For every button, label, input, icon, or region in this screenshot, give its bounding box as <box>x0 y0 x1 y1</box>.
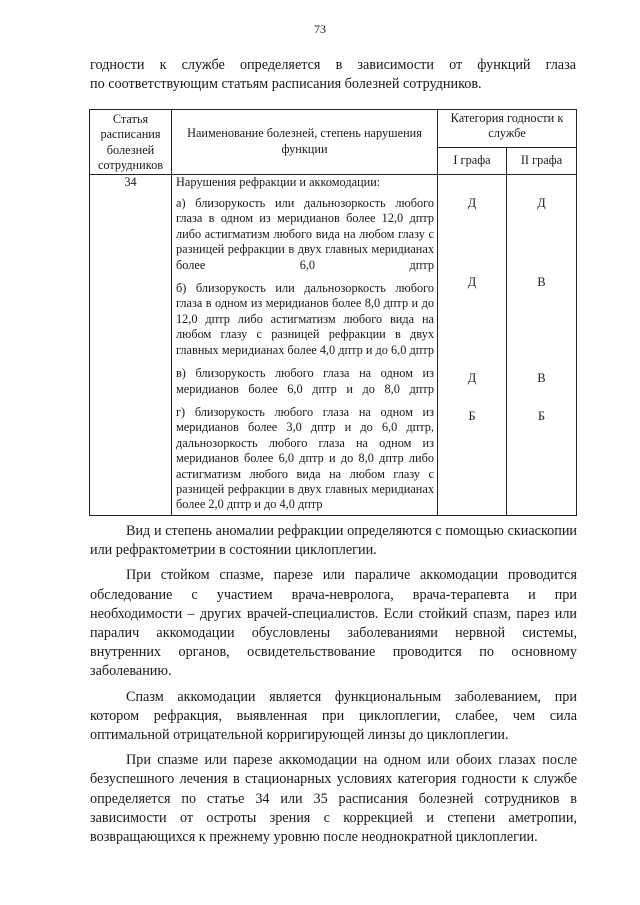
paragraph: Спазм аккомодации является функциональным заболеванием, при котором рефракция, выявленная при циклоплегии, слабее, чем сила оптимальной отрицательной корригирующей линзы до циклоплегии. <box>90 688 577 744</box>
grade-d-graph-2: Б <box>537 408 546 423</box>
grade-a-graph-1: Д <box>467 195 477 210</box>
page-number: 73 <box>314 22 326 36</box>
item-a: а) близорукость или дальнозоркость любого глаза в одном из меридианов более 12,0 дптр либо астигматизм любого вида на любом глазу с разницей рефракции в двух главных меридианах более 6,0 дптр <box>176 196 434 272</box>
item-c: в) близорукость любого глаза на одном из меридианов более 6,0 дптр и до 8,0 дптр <box>176 366 434 396</box>
disease-description <box>172 174 438 515</box>
row-intro: Нарушения рефракции и аккомодации: <box>176 174 381 189</box>
intro-line: годности к службе определяется в зависимости от функций глаза <box>90 57 576 73</box>
intro-line: по соответствующим статьям расписания болезней сотрудников. <box>90 76 482 92</box>
grade-d-graph-1: Б <box>468 408 476 423</box>
disease-schedule-table <box>89 109 577 516</box>
intro-paragraph <box>90 56 576 94</box>
header-disease-name-text: Наименование болезней, степень нарушения функции <box>187 126 422 156</box>
item-b: б) близорукость или дальнозоркость любого глаза в одном из меридианов более 8,0 дптр и до 12,0 дптр либо астигматизм любого вида на любом глазу с разницей рефракции в двух главных меридианах более 4,0 дптр и до 6,0 дптр <box>176 281 434 357</box>
grade-b-graph-2: В <box>537 274 546 289</box>
paragraph: При спазме или парезе аккомодации на одном или обоих глазах после безуспешного лечения в стационарных условиях категория годности к службе определяется по статье 34 или 35 расписания болезней сотрудников в зависимости от остроты зрения с коррекцией и степени аметропии, возвращающихся к прежнему уровню после неоднократной циклоплегии. <box>90 752 577 846</box>
grade-a-graph-2: Д <box>537 195 546 210</box>
article-number: 34 <box>90 174 172 515</box>
grade-b-graph-1: Д <box>467 274 477 289</box>
header-article: Статья расписания болезней сотрудников <box>90 110 172 175</box>
item-d: г) близорукость любого глаза на одном из меридианов более 3,0 дптр и до 6,0 дптр, дальнозоркость любого глаза на одном из меридианов более 6,0 дптр и до 8,0 дптр либо астигматизм любого вида на любом глазу с разницей рефракции в двух главных меридианах более 2,0 дптр и до 4,0 дптр <box>176 404 434 512</box>
paragraph: При стойком спазме, парезе или параличе аккомодации проводится обследование с участием врача-невролога, врача-терапевта и при необходимости – других врачей-специалистов. Если стойкий спазм, парез или паралич аккомодации обусловлены заболеваниями нервной системы, внутренних органов, освидетельствование проводится по основному заболеванию. <box>90 567 577 680</box>
header-graph-1: I графа <box>438 147 507 174</box>
table-row <box>90 174 577 515</box>
grade-c-graph-1: Д <box>467 370 477 385</box>
grade-c-graph-2: В <box>537 370 546 385</box>
header-graph-2: II графа <box>507 147 577 174</box>
graph-1-cell <box>438 174 507 515</box>
header-category: Категория годности к службе <box>438 110 577 148</box>
body-text <box>90 522 577 853</box>
header-disease-name <box>172 110 438 175</box>
graph-2-cell <box>507 174 577 515</box>
paragraph: Вид и степень аномалии рефракции определяются с помощью скиаскопии или рефрактометрии в состоянии циклоплегии. <box>90 523 577 559</box>
